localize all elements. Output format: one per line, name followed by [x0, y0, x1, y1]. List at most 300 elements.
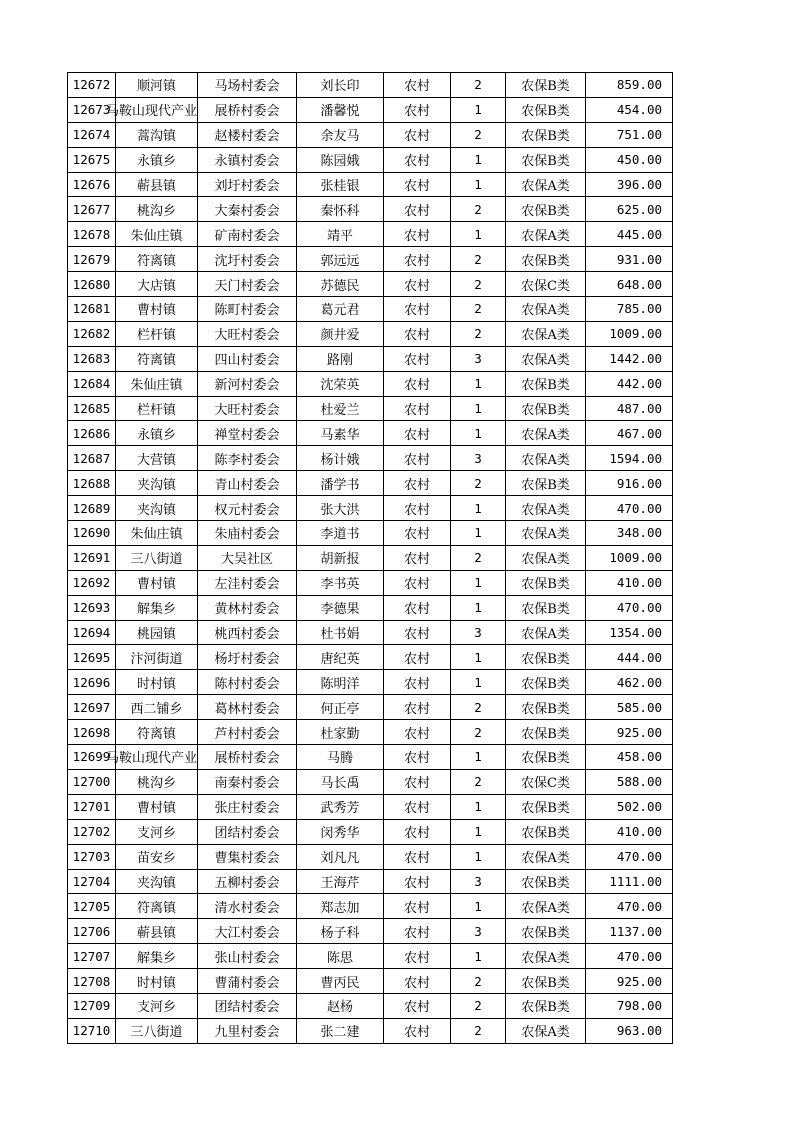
cell-category: 农保B类 — [506, 794, 586, 819]
table-row — [68, 73, 673, 98]
cell-village-committee: 矿南村委会 — [198, 222, 297, 247]
table-row — [68, 944, 673, 969]
cell-town: 栏杆镇 — [116, 321, 198, 346]
cell-area-type: 农村 — [384, 993, 451, 1018]
cell-row-number: 12701 — [68, 794, 116, 819]
cell-town: 符离镇 — [116, 720, 198, 745]
cell-household-count: 1 — [451, 819, 506, 844]
cell-row-number: 12709 — [68, 993, 116, 1018]
cell-town: 苗安乡 — [116, 844, 198, 869]
cell-amount: 859.00 — [586, 73, 673, 98]
cell-village-committee: 曹集村委会 — [198, 844, 297, 869]
cell-household-count: 1 — [451, 147, 506, 172]
cell-person-name: 郑志加 — [297, 894, 384, 919]
table-row — [68, 297, 673, 322]
cell-amount: 785.00 — [586, 297, 673, 322]
cell-household-count: 1 — [451, 844, 506, 869]
cell-village-committee: 马场村委会 — [198, 73, 297, 98]
cell-household-count: 3 — [451, 620, 506, 645]
cell-area-type: 农村 — [384, 272, 451, 297]
cell-category: 农保A类 — [506, 944, 586, 969]
cell-person-name: 闵秀华 — [297, 819, 384, 844]
cell-row-number: 12706 — [68, 919, 116, 944]
cell-row-number: 12684 — [68, 371, 116, 396]
cell-household-count: 1 — [451, 521, 506, 546]
table-row — [68, 122, 673, 147]
cell-amount: 454.00 — [586, 97, 673, 122]
table-row — [68, 446, 673, 471]
cell-person-name: 杜爱兰 — [297, 396, 384, 421]
cell-person-name: 苏德民 — [297, 272, 384, 297]
table-row — [68, 97, 673, 122]
cell-area-type: 农村 — [384, 172, 451, 197]
cell-town: 西二铺乡 — [116, 695, 198, 720]
cell-person-name: 沈荣英 — [297, 371, 384, 396]
cell-person-name: 陈园娥 — [297, 147, 384, 172]
cell-household-count: 2 — [451, 321, 506, 346]
cell-town: 蒿沟镇 — [116, 122, 198, 147]
cell-category: 农保A类 — [506, 894, 586, 919]
cell-category: 农保B类 — [506, 247, 586, 272]
cell-area-type: 农村 — [384, 297, 451, 322]
cell-area-type: 农村 — [384, 769, 451, 794]
cell-household-count: 1 — [451, 645, 506, 670]
cell-person-name: 李道书 — [297, 521, 384, 546]
table-row — [68, 521, 673, 546]
table-row — [68, 371, 673, 396]
cell-person-name: 秦怀科 — [297, 197, 384, 222]
cell-amount: 1594.00 — [586, 446, 673, 471]
cell-row-number: 12685 — [68, 396, 116, 421]
cell-village-committee: 九里村委会 — [198, 1018, 297, 1043]
table-row — [68, 745, 673, 770]
cell-person-name: 何正亭 — [297, 695, 384, 720]
cell-village-committee: 清水村委会 — [198, 894, 297, 919]
cell-village-committee: 芦村村委会 — [198, 720, 297, 745]
cell-amount: 588.00 — [586, 769, 673, 794]
cell-person-name: 陈思 — [297, 944, 384, 969]
cell-category: 农保B类 — [506, 993, 586, 1018]
cell-category: 农保B类 — [506, 122, 586, 147]
cell-person-name: 胡新报 — [297, 545, 384, 570]
cell-household-count: 1 — [451, 172, 506, 197]
cell-row-number: 12681 — [68, 297, 116, 322]
cell-town: 大营镇 — [116, 446, 198, 471]
cell-town: 解集乡 — [116, 944, 198, 969]
cell-household-count: 1 — [451, 421, 506, 446]
cell-town: 三八街道 — [116, 1018, 198, 1043]
cell-household-count: 3 — [451, 869, 506, 894]
cell-area-type: 农村 — [384, 197, 451, 222]
cell-category: 农保A类 — [506, 545, 586, 570]
cell-area-type: 农村 — [384, 819, 451, 844]
table-row — [68, 147, 673, 172]
cell-category: 农保C类 — [506, 769, 586, 794]
cell-area-type: 农村 — [384, 496, 451, 521]
cell-village-committee: 展桥村委会 — [198, 745, 297, 770]
cell-town: 解集乡 — [116, 595, 198, 620]
cell-amount: 467.00 — [586, 421, 673, 446]
cell-category: 农保B类 — [506, 396, 586, 421]
cell-person-name: 刘凡凡 — [297, 844, 384, 869]
cell-row-number: 12710 — [68, 1018, 116, 1043]
cell-amount: 445.00 — [586, 222, 673, 247]
cell-category: 农保B类 — [506, 73, 586, 98]
cell-person-name: 潘馨悦 — [297, 97, 384, 122]
cell-village-committee: 杨圩村委会 — [198, 645, 297, 670]
cell-household-count: 1 — [451, 794, 506, 819]
cell-village-committee: 团结村委会 — [198, 819, 297, 844]
cell-person-name: 葛元君 — [297, 297, 384, 322]
cell-category: 农保B类 — [506, 197, 586, 222]
cell-amount: 410.00 — [586, 819, 673, 844]
cell-amount: 925.00 — [586, 969, 673, 994]
cell-category: 农保A类 — [506, 496, 586, 521]
cell-category: 农保B类 — [506, 819, 586, 844]
cell-town: 符离镇 — [116, 346, 198, 371]
cell-person-name: 马素华 — [297, 421, 384, 446]
cell-town: 三八街道 — [116, 545, 198, 570]
cell-person-name: 张大洪 — [297, 496, 384, 521]
cell-village-committee: 权元村委会 — [198, 496, 297, 521]
cell-household-count: 2 — [451, 695, 506, 720]
cell-amount: 502.00 — [586, 794, 673, 819]
table-row — [68, 769, 673, 794]
cell-category: 农保B类 — [506, 595, 586, 620]
cell-village-committee: 葛林村委会 — [198, 695, 297, 720]
cell-row-number: 12677 — [68, 197, 116, 222]
cell-village-committee: 陈町村委会 — [198, 297, 297, 322]
cell-amount: 1354.00 — [586, 620, 673, 645]
cell-row-number: 12687 — [68, 446, 116, 471]
cell-row-number: 12686 — [68, 421, 116, 446]
cell-area-type: 农村 — [384, 844, 451, 869]
cell-town: 夹沟镇 — [116, 496, 198, 521]
cell-town: 大店镇 — [116, 272, 198, 297]
cell-amount: 648.00 — [586, 272, 673, 297]
cell-town: 顺河镇 — [116, 73, 198, 98]
cell-village-committee: 大江村委会 — [198, 919, 297, 944]
cell-person-name: 靖平 — [297, 222, 384, 247]
cell-area-type: 农村 — [384, 321, 451, 346]
cell-amount: 450.00 — [586, 147, 673, 172]
cell-amount: 462.00 — [586, 670, 673, 695]
cell-town: 永镇乡 — [116, 147, 198, 172]
cell-person-name: 杜家勤 — [297, 720, 384, 745]
cell-row-number: 12682 — [68, 321, 116, 346]
cell-town: 汴河街道 — [116, 645, 198, 670]
cell-town: 时村镇 — [116, 969, 198, 994]
cell-row-number: 12695 — [68, 645, 116, 670]
table-row — [68, 172, 673, 197]
table-row — [68, 919, 673, 944]
cell-household-count: 1 — [451, 670, 506, 695]
cell-area-type: 农村 — [384, 1018, 451, 1043]
cell-category: 农保B类 — [506, 720, 586, 745]
cell-village-committee: 张山村委会 — [198, 944, 297, 969]
cell-household-count: 2 — [451, 545, 506, 570]
cell-town: 支河乡 — [116, 993, 198, 1018]
cell-town: 桃沟乡 — [116, 197, 198, 222]
cell-household-count: 2 — [451, 297, 506, 322]
cell-person-name: 陈明洋 — [297, 670, 384, 695]
cell-town: 桃沟乡 — [116, 769, 198, 794]
cell-row-number: 12697 — [68, 695, 116, 720]
table-row — [68, 496, 673, 521]
cell-row-number: 12683 — [68, 346, 116, 371]
cell-category: 农保B类 — [506, 97, 586, 122]
cell-village-committee: 禅堂村委会 — [198, 421, 297, 446]
cell-area-type: 农村 — [384, 595, 451, 620]
cell-household-count: 2 — [451, 197, 506, 222]
cell-person-name: 杨计娥 — [297, 446, 384, 471]
cell-village-committee: 刘圩村委会 — [198, 172, 297, 197]
cell-household-count: 2 — [451, 272, 506, 297]
cell-person-name: 路刚 — [297, 346, 384, 371]
cell-village-committee: 朱庙村委会 — [198, 521, 297, 546]
cell-amount: 470.00 — [586, 944, 673, 969]
cell-category: 农保B类 — [506, 371, 586, 396]
cell-area-type: 农村 — [384, 346, 451, 371]
cell-category: 农保B类 — [506, 969, 586, 994]
cell-row-number: 12676 — [68, 172, 116, 197]
cell-amount: 751.00 — [586, 122, 673, 147]
cell-amount: 442.00 — [586, 371, 673, 396]
cell-row-number: 12675 — [68, 147, 116, 172]
table-row — [68, 670, 673, 695]
table-row — [68, 819, 673, 844]
cell-village-committee: 大秦村委会 — [198, 197, 297, 222]
cell-area-type: 农村 — [384, 670, 451, 695]
cell-row-number: 12691 — [68, 545, 116, 570]
cell-household-count: 1 — [451, 222, 506, 247]
cell-category: 农保A类 — [506, 346, 586, 371]
cell-area-type: 农村 — [384, 471, 451, 496]
cell-category: 农保B类 — [506, 695, 586, 720]
cell-amount: 1442.00 — [586, 346, 673, 371]
table-row — [68, 570, 673, 595]
cell-person-name: 曹丙民 — [297, 969, 384, 994]
cell-amount: 1111.00 — [586, 869, 673, 894]
cell-amount: 487.00 — [586, 396, 673, 421]
cell-person-name: 赵杨 — [297, 993, 384, 1018]
cell-household-count: 1 — [451, 496, 506, 521]
cell-village-committee: 陈村村委会 — [198, 670, 297, 695]
cell-area-type: 农村 — [384, 695, 451, 720]
table-row — [68, 794, 673, 819]
cell-person-name: 潘学书 — [297, 471, 384, 496]
cell-category: 农保A类 — [506, 844, 586, 869]
cell-town: 时村镇 — [116, 670, 198, 695]
cell-row-number: 12672 — [68, 73, 116, 98]
cell-area-type: 农村 — [384, 421, 451, 446]
cell-row-number: 12704 — [68, 869, 116, 894]
cell-village-committee: 桃西村委会 — [198, 620, 297, 645]
cell-amount: 1137.00 — [586, 919, 673, 944]
table-row — [68, 321, 673, 346]
cell-village-committee: 展桥村委会 — [198, 97, 297, 122]
cell-person-name: 刘长印 — [297, 73, 384, 98]
cell-category: 农保A类 — [506, 321, 586, 346]
cell-village-committee: 五柳村委会 — [198, 869, 297, 894]
cell-person-name: 杜书娟 — [297, 620, 384, 645]
cell-person-name: 张二建 — [297, 1018, 384, 1043]
cell-village-committee: 曹蒲村委会 — [198, 969, 297, 994]
table-body — [68, 73, 673, 1044]
cell-person-name: 唐纪英 — [297, 645, 384, 670]
cell-area-type: 农村 — [384, 73, 451, 98]
cell-town: 栏杆镇 — [116, 396, 198, 421]
table-row — [68, 720, 673, 745]
cell-amount: 470.00 — [586, 894, 673, 919]
table-row — [68, 695, 673, 720]
cell-person-name: 李书英 — [297, 570, 384, 595]
cell-village-committee: 永镇村委会 — [198, 147, 297, 172]
table-row — [68, 869, 673, 894]
cell-amount: 410.00 — [586, 570, 673, 595]
cell-village-committee: 新河村委会 — [198, 371, 297, 396]
cell-household-count: 1 — [451, 371, 506, 396]
cell-town: 曹村镇 — [116, 570, 198, 595]
cell-row-number: 12693 — [68, 595, 116, 620]
cell-village-committee: 左洼村委会 — [198, 570, 297, 595]
cell-category: 农保A类 — [506, 446, 586, 471]
cell-area-type: 农村 — [384, 396, 451, 421]
cell-category: 农保B类 — [506, 670, 586, 695]
cell-person-name: 武秀芳 — [297, 794, 384, 819]
cell-area-type: 农村 — [384, 122, 451, 147]
table-row — [68, 894, 673, 919]
cell-row-number: 12688 — [68, 471, 116, 496]
table-row — [68, 969, 673, 994]
cell-amount: 470.00 — [586, 595, 673, 620]
cell-person-name: 王海芹 — [297, 869, 384, 894]
cell-area-type: 农村 — [384, 521, 451, 546]
cell-amount: 798.00 — [586, 993, 673, 1018]
cell-town: 蕲县镇 — [116, 919, 198, 944]
cell-household-count: 3 — [451, 446, 506, 471]
cell-household-count: 1 — [451, 944, 506, 969]
table-row — [68, 993, 673, 1018]
cell-household-count: 2 — [451, 73, 506, 98]
cell-town: 朱仙庄镇 — [116, 371, 198, 396]
cell-amount: 1009.00 — [586, 545, 673, 570]
cell-area-type: 农村 — [384, 869, 451, 894]
cell-amount: 396.00 — [586, 172, 673, 197]
cell-row-number: 12689 — [68, 496, 116, 521]
cell-row-number: 12698 — [68, 720, 116, 745]
cell-town: 夹沟镇 — [116, 869, 198, 894]
cell-household-count: 2 — [451, 1018, 506, 1043]
cell-town: 马鞍山现代产业 — [116, 745, 198, 770]
cell-household-count: 2 — [451, 769, 506, 794]
cell-row-number: 12707 — [68, 944, 116, 969]
cell-village-committee: 黄林村委会 — [198, 595, 297, 620]
cell-area-type: 农村 — [384, 446, 451, 471]
cell-person-name: 郭远远 — [297, 247, 384, 272]
cell-row-number: 12703 — [68, 844, 116, 869]
cell-household-count: 1 — [451, 595, 506, 620]
cell-amount: 585.00 — [586, 695, 673, 720]
cell-village-committee: 沈圩村委会 — [198, 247, 297, 272]
cell-row-number: 12674 — [68, 122, 116, 147]
cell-amount: 1009.00 — [586, 321, 673, 346]
cell-category: 农保A类 — [506, 297, 586, 322]
cell-town: 朱仙庄镇 — [116, 222, 198, 247]
cell-household-count: 2 — [451, 720, 506, 745]
cell-village-committee: 张庄村委会 — [198, 794, 297, 819]
cell-area-type: 农村 — [384, 545, 451, 570]
table-row — [68, 471, 673, 496]
cell-area-type: 农村 — [384, 944, 451, 969]
table-row — [68, 1018, 673, 1043]
cell-amount: 444.00 — [586, 645, 673, 670]
cell-household-count: 2 — [451, 969, 506, 994]
cell-row-number: 12705 — [68, 894, 116, 919]
cell-category: 农保A类 — [506, 172, 586, 197]
cell-area-type: 农村 — [384, 147, 451, 172]
cell-row-number: 12694 — [68, 620, 116, 645]
cell-person-name: 李德果 — [297, 595, 384, 620]
cell-amount: 625.00 — [586, 197, 673, 222]
cell-category: 农保B类 — [506, 745, 586, 770]
cell-household-count: 2 — [451, 993, 506, 1018]
cell-town: 曹村镇 — [116, 297, 198, 322]
cell-town: 朱仙庄镇 — [116, 521, 198, 546]
cell-row-number: 12673 — [68, 97, 116, 122]
cell-area-type: 农村 — [384, 745, 451, 770]
cell-category: 农保B类 — [506, 645, 586, 670]
cell-category: 农保A类 — [506, 521, 586, 546]
cell-town: 曹村镇 — [116, 794, 198, 819]
table-row — [68, 595, 673, 620]
cell-category: 农保A类 — [506, 1018, 586, 1043]
cell-area-type: 农村 — [384, 894, 451, 919]
cell-area-type: 农村 — [384, 371, 451, 396]
cell-household-count: 2 — [451, 122, 506, 147]
cell-village-committee: 陈李村委会 — [198, 446, 297, 471]
cell-row-number: 12679 — [68, 247, 116, 272]
cell-town: 支河乡 — [116, 819, 198, 844]
cell-area-type: 农村 — [384, 969, 451, 994]
cell-amount: 925.00 — [586, 720, 673, 745]
table-row — [68, 272, 673, 297]
cell-category: 农保A类 — [506, 620, 586, 645]
cell-village-committee: 大旺村委会 — [198, 396, 297, 421]
data-table — [67, 72, 673, 1044]
cell-amount: 470.00 — [586, 844, 673, 869]
cell-person-name: 余友马 — [297, 122, 384, 147]
cell-area-type: 农村 — [384, 720, 451, 745]
table-row — [68, 346, 673, 371]
cell-amount: 963.00 — [586, 1018, 673, 1043]
cell-household-count: 3 — [451, 919, 506, 944]
cell-household-count: 1 — [451, 570, 506, 595]
cell-category: 农保A类 — [506, 222, 586, 247]
cell-village-committee: 大旺村委会 — [198, 321, 297, 346]
cell-row-number: 12708 — [68, 969, 116, 994]
cell-area-type: 农村 — [384, 919, 451, 944]
cell-row-number: 12680 — [68, 272, 116, 297]
table-row — [68, 844, 673, 869]
table-row — [68, 545, 673, 570]
cell-area-type: 农村 — [384, 570, 451, 595]
cell-person-name: 马长禹 — [297, 769, 384, 794]
table-row — [68, 421, 673, 446]
cell-amount: 931.00 — [586, 247, 673, 272]
cell-town: 符离镇 — [116, 247, 198, 272]
cell-village-committee: 团结村委会 — [198, 993, 297, 1018]
